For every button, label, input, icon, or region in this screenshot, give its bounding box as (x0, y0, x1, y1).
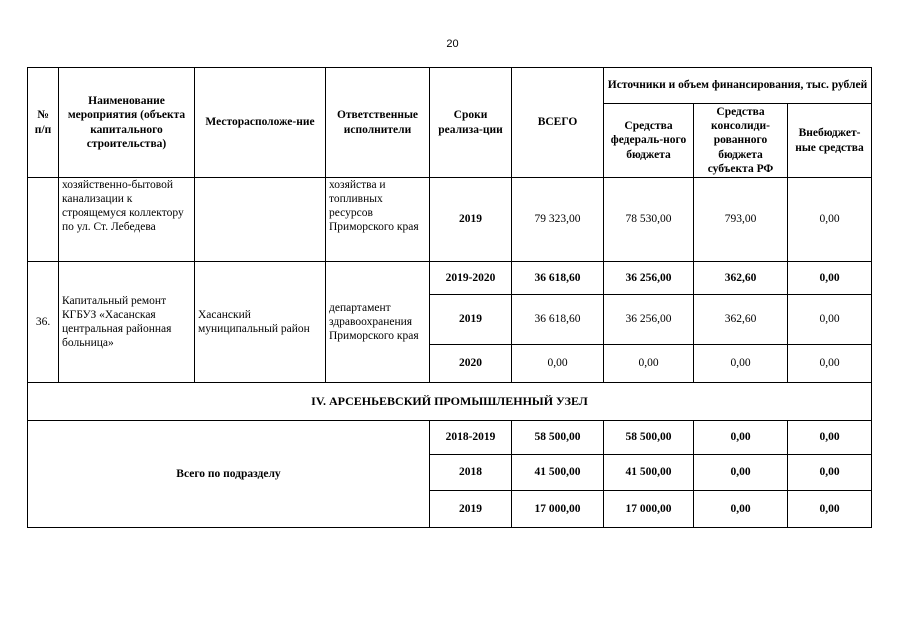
cell-name: хозяйственно-бытовой канализации к строящемуся коллектору по ул. Ст. Лебедева (59, 178, 195, 262)
subtotal-label: Всего по подразделу (28, 421, 430, 528)
cell-regional: 0,00 (694, 455, 788, 491)
cell-period: 2018 (430, 455, 512, 491)
cell-extra: 0,00 (788, 262, 872, 295)
header-num: № п/п (28, 68, 59, 178)
cell-federal: 0,00 (604, 345, 694, 383)
cell-regional: 0,00 (694, 491, 788, 528)
cell-num (28, 178, 59, 262)
cell-federal: 41 500,00 (604, 455, 694, 491)
cell-total: 79 323,00 (512, 178, 604, 262)
cell-federal: 36 256,00 (604, 262, 694, 295)
cell-period: 2019 (430, 491, 512, 528)
header-extra: Внебюджет-ные средства (788, 104, 872, 178)
header-terms: Сроки реализа-ции (430, 68, 512, 178)
cell-extra: 0,00 (788, 455, 872, 491)
cell-total: 17 000,00 (512, 491, 604, 528)
cell-regional: 362,60 (694, 262, 788, 295)
cell-extra: 0,00 (788, 345, 872, 383)
cell-extra: 0,00 (788, 178, 872, 262)
cell-federal: 58 500,00 (604, 421, 694, 455)
cell-total: 0,00 (512, 345, 604, 383)
cell-regional: 0,00 (694, 421, 788, 455)
header-total: ВСЕГО (512, 68, 604, 178)
cell-total: 58 500,00 (512, 421, 604, 455)
section-title: IV. АРСЕНЬЕВСКИЙ ПРОМЫШЛЕННЫЙ УЗЕЛ (28, 383, 872, 421)
table-row (28, 178, 872, 262)
financing-table (27, 67, 872, 528)
cell-federal: 36 256,00 (604, 295, 694, 345)
cell-total: 36 618,60 (512, 295, 604, 345)
header-executors: Ответственные исполнители (326, 68, 430, 178)
cell-regional: 362,60 (694, 295, 788, 345)
header-row-1 (28, 68, 872, 104)
header-federal: Средства федераль-ного бюджета (604, 104, 694, 178)
cell-regional: 0,00 (694, 345, 788, 383)
cell-executors: хозяйства и топливных ресурсов Приморского края (326, 178, 430, 262)
header-regional: Средства консолиди-рованного бюджета субъекта РФ (694, 104, 788, 178)
cell-executors: департамент здравоохранения Приморского края (326, 262, 430, 383)
cell-name: Капитальный ремонт КГБУЗ «Хасанская центральная районная больница» (59, 262, 195, 383)
cell-regional: 793,00 (694, 178, 788, 262)
header-location: Месторасположе-ние (195, 68, 326, 178)
cell-total: 41 500,00 (512, 455, 604, 491)
cell-extra: 0,00 (788, 295, 872, 345)
header-name: Наименование мероприятия (объекта капитального строительства) (59, 68, 195, 178)
cell-period: 2019 (430, 295, 512, 345)
page-number: 20 (446, 38, 459, 50)
cell-total: 36 618,60 (512, 262, 604, 295)
table-row (28, 421, 872, 455)
cell-federal: 78 530,00 (604, 178, 694, 262)
cell-location (195, 178, 326, 262)
cell-period: 2020 (430, 345, 512, 383)
cell-extra: 0,00 (788, 491, 872, 528)
cell-extra: 0,00 (788, 421, 872, 455)
cell-period: 2019-2020 (430, 262, 512, 295)
cell-period: 2019 (430, 178, 512, 262)
cell-location: Хасанский муниципальный район (195, 262, 326, 383)
section-row (28, 383, 872, 421)
cell-period: 2018-2019 (430, 421, 512, 455)
cell-federal: 17 000,00 (604, 491, 694, 528)
cell-num: 36. (28, 262, 59, 383)
header-funding-title: Источники и объем финансирования, тыс. рублей (604, 68, 872, 104)
table-row (28, 262, 872, 295)
